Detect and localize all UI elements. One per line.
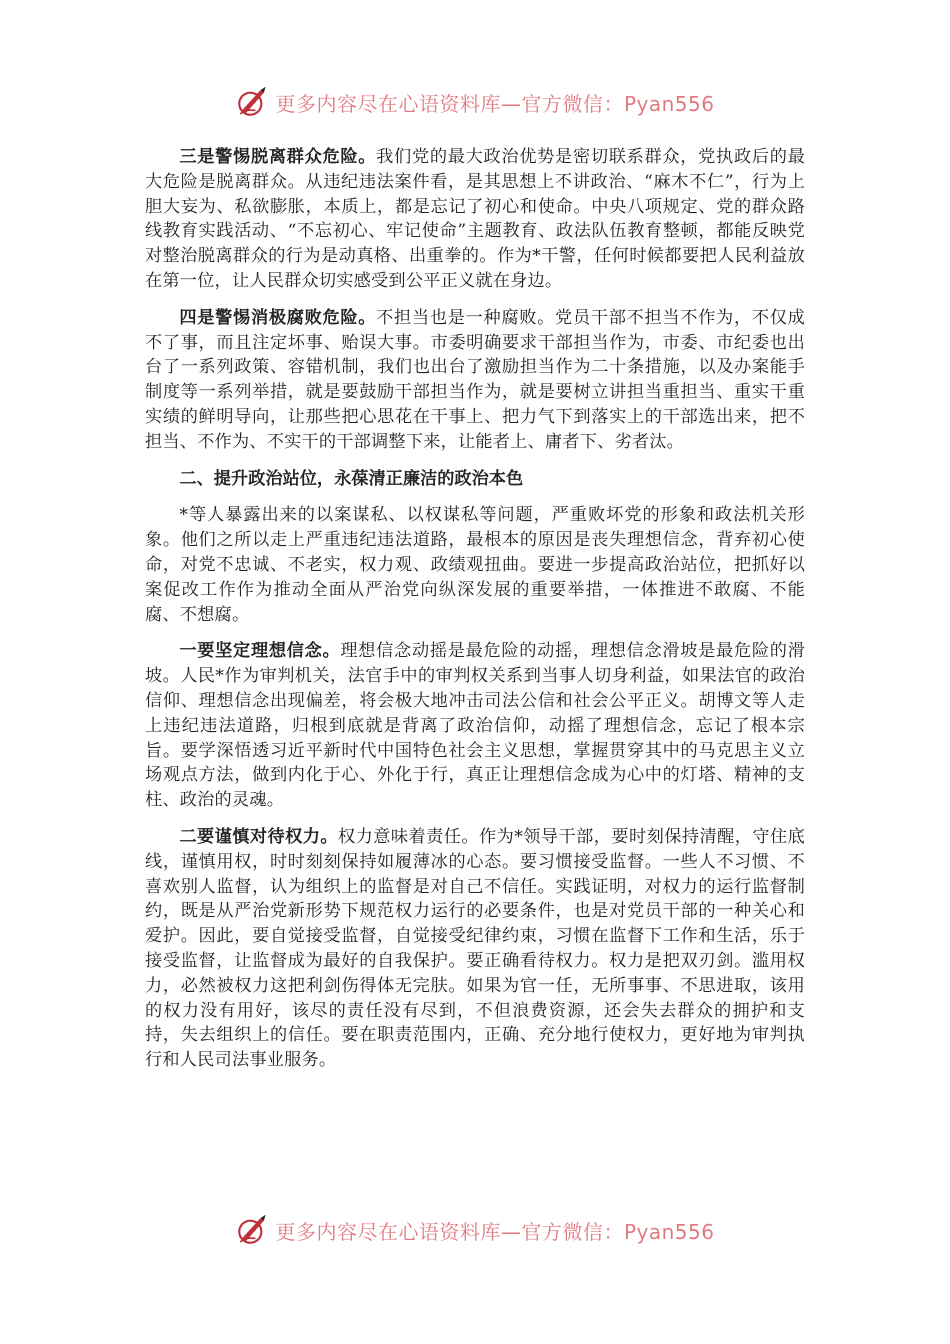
paragraph-5-text: 权力意味着责任。作为*领导干部，要时刻保持清醒，守住底线，谨慎用权，时时刻刻保持如履薄冰的心态。要习惯接受监督。一些人不习惯、不喜欢别人监督，认为组织上的监督是对自己不信任。实践证明，对权力的运行监督制约，既是从严治党新形势下规范权力运行的必要条件，也是对党员干部的一种关心和爱护。因此，要自觉接受监督，自觉接受纪律约束，习惯在监督下工作和生活，乐于接受监督，让监督成为最好的自我保护。要正确看待权力。权力是把双刃剑。滥用权力，必然被权力这把利剑伤得体无完肤。如果为官一任，无所事事、不思进取，该用的权力没有用好，该尽的责任没有尽到，不但浪费资源，还会失去群众的拥护和支持，失去组织上的信任。要在职责范围内，正确、充分地行使权力，更好地为审判执行和人民司法事业服务。: [145, 826, 805, 1071]
section-heading: 二、提升政治站位，永葆清正廉洁的政治本色: [179, 468, 524, 489]
paragraph-3-text: *等人暴露出来的以案谋私、以权谋私等问题，严重败坏党的形象和政法机关形象。他们之所以走上严重违纪违法道路，最根本的原因是丧失理想信念，背弃初心使命，对党不忠诚、不老实，权力观、政绩观扭曲。要进一步提高政治站位，把抓好以案促改工作作为推动全面从严治党向纵深发展的重要举措，一体推进不敢腐、不能腐、不想腐。: [145, 505, 805, 625]
paragraph-3: [145, 503, 805, 627]
paragraph-2-lead: 四是警惕消极腐败危险。: [179, 307, 377, 328]
paragraph-2: [145, 306, 805, 455]
paragraph-5-lead: 二要谨慎对待权力。: [179, 826, 338, 847]
paragraph-4-lead: 一要坚定理想信念。: [179, 641, 341, 662]
paragraph-4-text: 理想信念动摇是最危险的动摇，理想信念滑坡是最危险的滑坡。人民*作为审判机关，法官手中的审判权关系到当事人切身利益，如果法官的政治信仰、理想信念出现偏差，将会极大地冲击司法公信和社会公平正义。胡博文等人走上违纪违法道路，归根到底就是背离了政治信仰，动摇了理想信念，忘记了根本宗旨。要学深悟透习近平新时代中国特色社会主义思想，掌握贯穿其中的马克思主义立场观点方法，做到内化于心、外化于行，真正让理想信念成为心中的灯塔、精神的支柱、政治的灵魂。: [145, 641, 805, 811]
paragraph-1: [145, 145, 805, 294]
paragraph-1-lead: 三是警惕脱离群众危险。: [179, 147, 377, 167]
paragraph-2-text: 不担当也是一种腐败。党员干部不担当不作为，不仅成不了事，而且注定坏事、贻误大事。市委明确要求干部担当作为，市委、市纪委也出台了一系列政策、容错机制，我们也出台了激励担当作为二十条措施，以及办案能手制度等一系列举措，就是要鼓励干部担当作为，就是要树立讲担当重担当、重实干重实绩的鲜明导向，让那些把心思花在干事上、把力气下到落实上的干部选出来，把不担当、不作为、不实干的干部调整下来，让能者上、庸者下、劣者汰。: [145, 307, 805, 452]
header-banner: [0, 82, 950, 122]
paragraph-1-text: 我们党的最大政治优势是密切联系群众，党执政后的最大危险是脱离群众。从违纪违法案件看，是其思想上不讲政治、“麻木不仁”，行为上胆大妄为、私欲膨胀，本质上，都是忘记了初心和使命。中央八项规定、党的群众路线教育实践活动、“不忘初心、牢记使命”主题教育、政法队伍教育整顿，都能反映党对整治脱离群众的行为是动真格、出重拳的。作为*干警，任何时候都要把人民利益放在第一位，让人民群众切实感受到公平正义就在身边。: [145, 147, 805, 291]
paragraph-5: [145, 825, 805, 1073]
paragraph-4: [145, 639, 805, 813]
footer-banner-text: 更多内容尽在心语资料库—官方微信：Pyan556: [275, 1219, 715, 1244]
pen-logo-icon: [235, 85, 269, 119]
pen-logo-icon: [235, 1213, 269, 1247]
footer-banner: [0, 1210, 950, 1250]
document-body: [145, 145, 805, 1085]
header-banner-text: 更多内容尽在心语资料库—官方微信：Pyan556: [275, 91, 715, 116]
